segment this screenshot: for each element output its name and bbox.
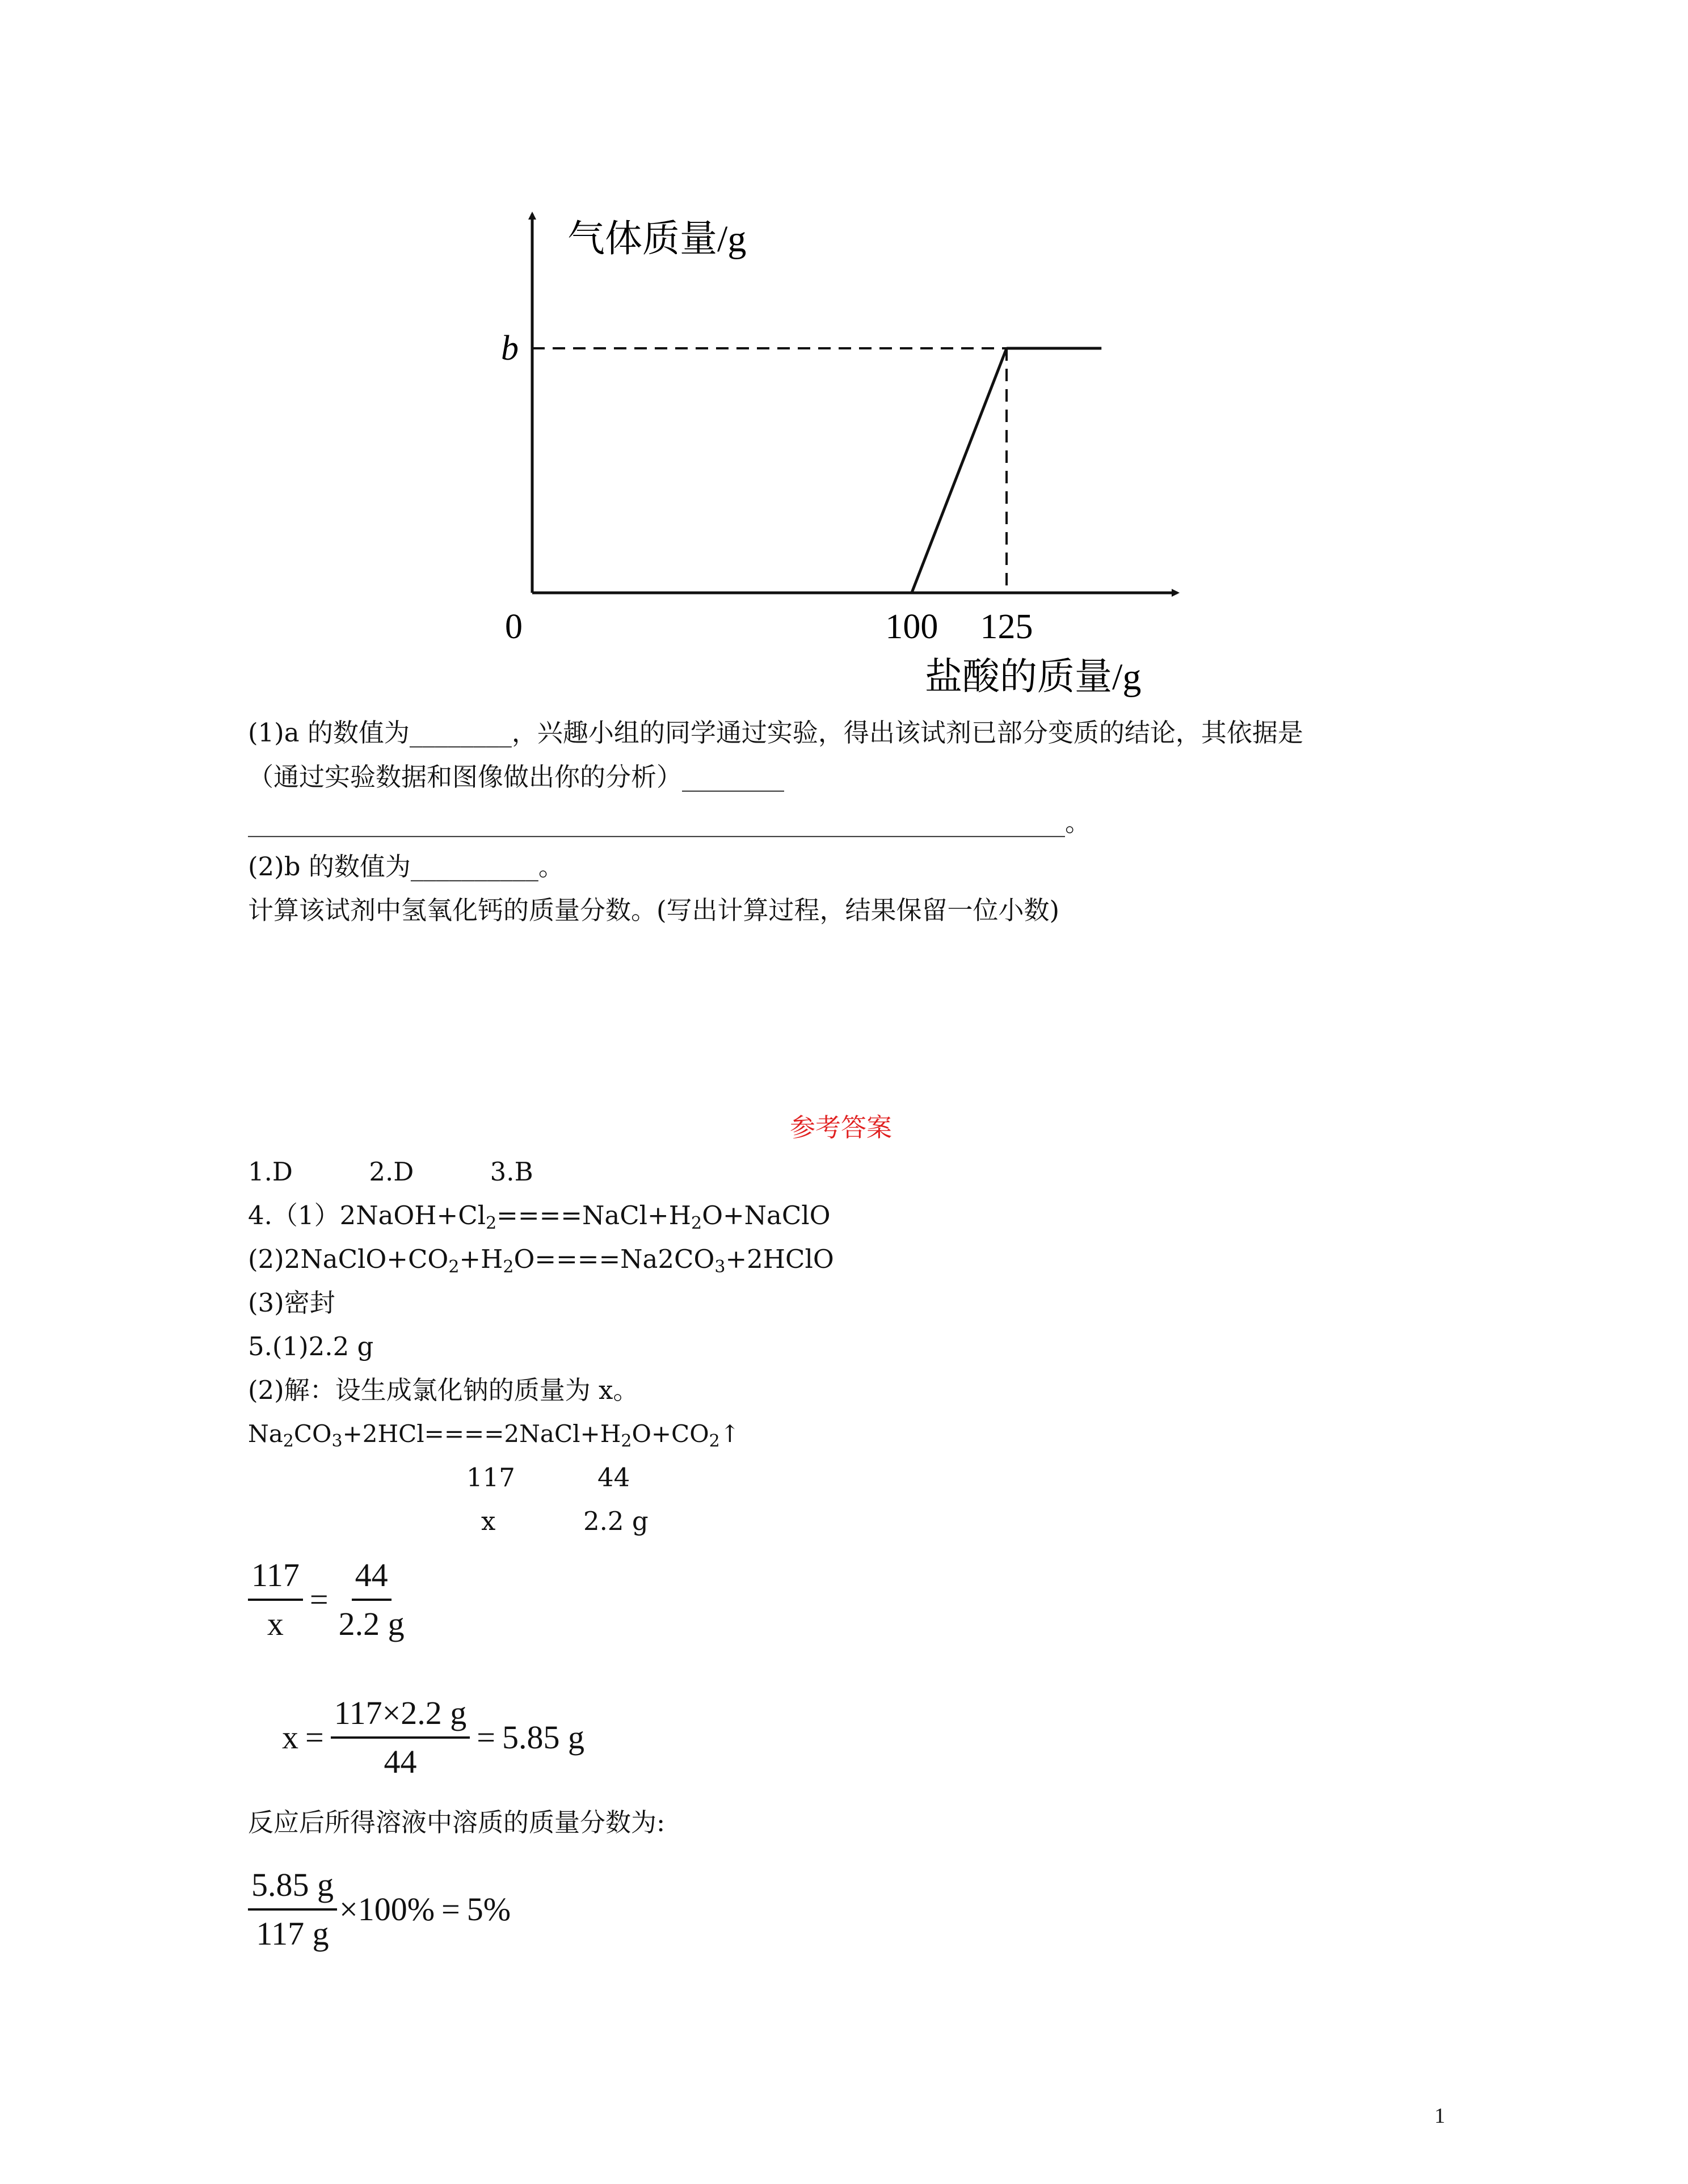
answer-mc-row: [248, 1155, 533, 1189]
page-number: 1: [1434, 2104, 1445, 2128]
answer-4-1: $4.(1)2NaOH+Cl_2====NaCl+H_2O+NaClO$: [248, 1200, 831, 1233]
mass-fraction-equation: $\frac{5.85 g}{117 g}$ ×100% = 5%: [248, 1865, 511, 1954]
y-axis-label: 气体质量/g: [567, 218, 747, 260]
solve-x-equation: x = $\frac{117\times 2.2 g}{44}$ = 5.85 g: [282, 1693, 584, 1782]
question-3: 计算该试剂中氢氧化钙的质量分数。(写出计算过程，结果保留一位小数): [248, 895, 1060, 925]
gas-mass-chart: [488, 201, 1197, 712]
answer-1: 1.D: [248, 1157, 293, 1187]
ratio-row-1-b: 44: [597, 1462, 630, 1492]
gas-arrow-icon: ↑: [719, 1420, 740, 1448]
answers-title: 参考答案: [790, 1112, 893, 1142]
answer-5-2: (2)解：设生成氯化钠的质量为 x。: [248, 1375, 639, 1405]
question-1-line-2: （通过实验数据和图像做出你的分析）________: [248, 762, 785, 792]
question-1-line-3: ________________________________________________________________。: [248, 807, 1091, 837]
fraction-left: $\frac{117}{x}$: [248, 1555, 303, 1644]
x-tick-label: 100: [885, 608, 938, 646]
question-2: (2)b 的数值为__________。: [248, 851, 564, 882]
chart-marks: [501, 329, 1101, 646]
fraction-mass: $\frac{5.85 g}{117 g}$: [248, 1865, 337, 1954]
ratio-row-2-a: x: [481, 1506, 496, 1536]
origin-label: 0: [505, 608, 523, 646]
answer-2: 2.D: [369, 1157, 414, 1187]
answer-5-1: 5.(1)2.2 g: [248, 1331, 374, 1361]
fraction-right: $\frac{44}{2.2 g}$: [338, 1557, 405, 1642]
mass-fraction-text: 反应后所得溶液中溶质的质量分数为:: [248, 1807, 666, 1837]
question-1-line-1: (1)a 的数值为________，兴趣小组的同学通过实验，得出该试剂已部分变质的结论，其依据是: [248, 718, 1303, 748]
reaction-equation: $Na_2CO_3+2HCl====2NaCl+H_2O+CO_2↑$: [248, 1420, 740, 1451]
series-line-segment: [912, 348, 1007, 593]
answer-3: 3.B: [490, 1157, 533, 1187]
answer-4-3: (3)密封: [248, 1288, 335, 1318]
x-tick-label: 125: [980, 608, 1033, 646]
y-tick-label-b: b: [501, 329, 519, 368]
ratio-row-2-b: 2.2 g: [583, 1506, 649, 1536]
fraction-solve: $\frac{117\times 2.2 g}{44}$: [331, 1693, 470, 1782]
ratio-row-1-a: 117: [466, 1462, 515, 1492]
x-axis-label: 盐酸的质量/g: [925, 656, 1142, 698]
proportion-equation: $\frac{117}{x}$ = $\frac{44}{2.2 g}$: [248, 1555, 408, 1644]
answer-4-2: $(2)2NaClO+CO_2+H_2O====Na2CO_3+2HClO$: [248, 1244, 834, 1277]
